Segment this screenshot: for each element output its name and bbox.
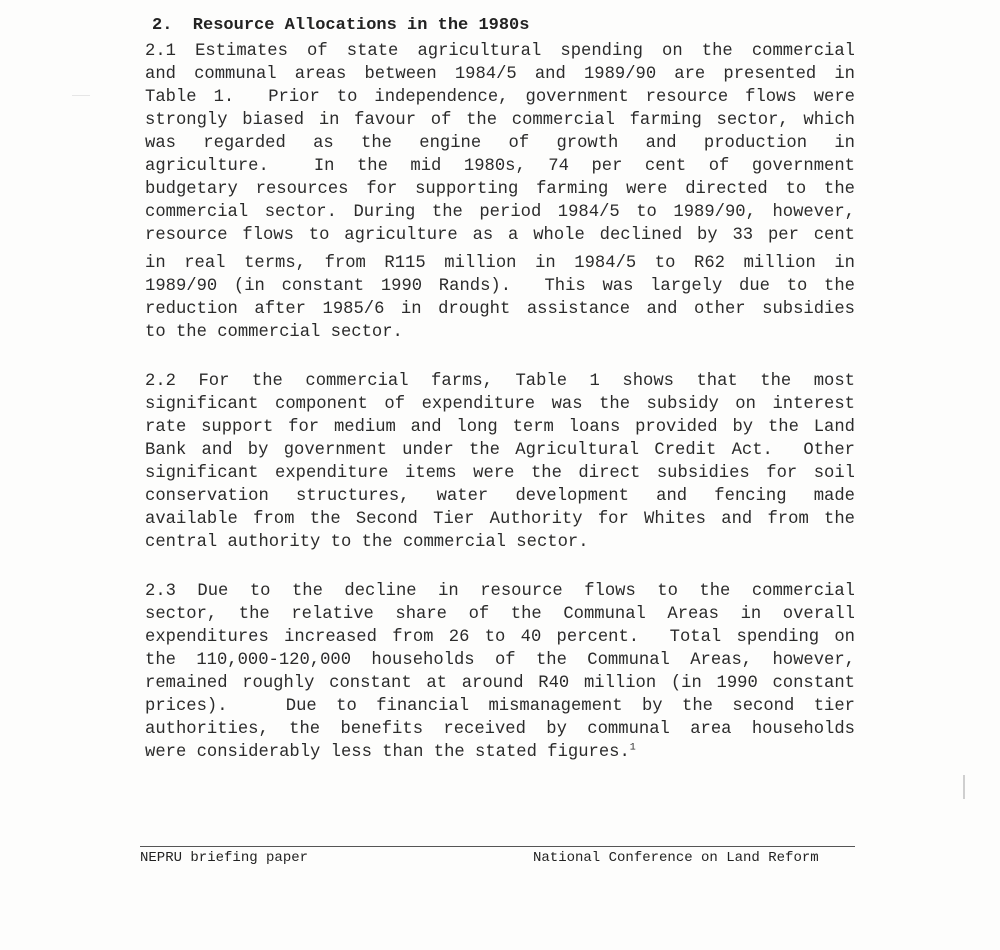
text-line: remained roughly constant at around R40 million (in 1990 constant — [145, 674, 855, 693]
footnote-marker: 1 — [629, 742, 636, 754]
text-line: the 110,000-120,000 households of the Communal Areas, however, — [145, 651, 855, 670]
text-line: budgetary resources for supporting farming were directed to the — [145, 180, 855, 199]
text-line: rate support for medium and long term loans provided by the Land — [145, 418, 855, 437]
footer-right-text: National Conference on Land Reform — [533, 850, 819, 866]
footer-left-text: NEPRU briefing paper — [140, 850, 309, 866]
text-line: in real terms, from R115 million in 1984/5 to R62 million in — [145, 254, 855, 273]
text-line: was regarded as the engine of growth and production in — [145, 134, 855, 153]
text-line: strongly biased in favour of the commercial farming sector, which — [145, 111, 855, 130]
text-line: significant expenditure items were the direct subsidies for soil — [145, 464, 855, 483]
scan-mark — [963, 775, 965, 799]
text-line — [145, 741, 855, 764]
text-line: central authority to the commercial sector. — [145, 533, 589, 552]
text-line: 2.2 For the commercial farms, Table 1 shows that the most — [145, 372, 855, 391]
text-line: to the commercial sector. — [145, 323, 403, 342]
text-line: and communal areas between 1984/5 and 1989/90 are presented in — [145, 65, 855, 84]
text-line: prices). Due to financial mismanagement by the second tier — [145, 697, 855, 716]
text-line: authorities, the benefits received by communal area households — [145, 720, 855, 739]
text-line: Table 1. Prior to independence, government resource flows were — [145, 88, 855, 107]
text-line: agriculture. In the mid 1980s, 74 per cent of government — [145, 157, 855, 176]
paragraph-2-3 — [145, 580, 855, 764]
text-line: sector, the relative share of the Communal Areas in overall — [145, 605, 855, 624]
text-line: available from the Second Tier Authority for Whites and from the — [145, 510, 855, 529]
text-line: reduction after 1985/6 in drought assistance and other subsidies — [145, 300, 855, 319]
text-line: 1989/90 (in constant 1990 Rands). This was largely due to the — [145, 277, 855, 296]
text-line: significant component of expenditure was the subsidy on interest — [145, 395, 855, 414]
footer-divider — [140, 846, 855, 847]
text-line: expenditures increased from 26 to 40 percent. Total spending on — [145, 628, 855, 647]
text-line: 2.3 Due to the decline in resource flows to the commercial — [145, 582, 855, 601]
text-line: resource flows to agriculture as a whole declined by 33 per cent — [145, 226, 855, 245]
text-line: conservation structures, water development and fencing made — [145, 487, 855, 506]
text-line: commercial sector. During the period 1984/5 to 1989/90, however, — [145, 203, 855, 222]
text-line: 2.1 Estimates of state agricultural spending on the commercial — [145, 42, 855, 61]
paragraph-2-2 — [145, 370, 855, 554]
paragraph-2-1 — [145, 40, 855, 344]
section-heading: 2. Resource Allocations in the 1980s — [152, 16, 530, 35]
text-line: Bank and by government under the Agricultural Credit Act. Other — [145, 441, 855, 460]
text-line-content: were considerably less than the stated figures. — [145, 743, 630, 762]
scan-mark — [72, 95, 90, 96]
